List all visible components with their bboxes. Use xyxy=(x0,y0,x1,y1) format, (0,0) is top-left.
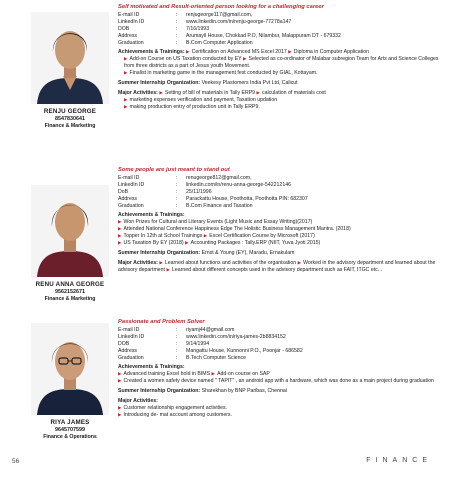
bullet-arrow-icon: ▶ xyxy=(118,233,122,239)
profile-details xyxy=(118,4,440,111)
profile-phone: 8547830641 xyxy=(55,116,85,122)
profile-name: RIYA JAMES xyxy=(50,419,90,426)
bullet-arrow-icon: ▶ xyxy=(185,240,189,246)
graduation-value: B.Com Computer Application xyxy=(186,39,253,46)
achievements-section xyxy=(118,49,440,77)
graduation-label: Graduation xyxy=(118,39,144,46)
linkedin-row xyxy=(118,334,440,341)
linkedin-row xyxy=(118,182,440,189)
address-row xyxy=(118,33,440,40)
activity-item: Introducing de- mat account among customers. xyxy=(123,411,232,418)
achievement-item: Accounting Packages : Tally.ERP (NIIT, Yuva Jyoti 2015) xyxy=(190,240,321,247)
bullet-arrow-icon: ▶ xyxy=(243,56,247,62)
major-activities-section xyxy=(118,398,440,419)
page-number: 56 xyxy=(12,458,20,465)
address-value: Arumayil House, Chokkad P.O, Nilambur, Malappuram DT - 679332 xyxy=(186,32,341,39)
activity-item: Setting of bill of materials in Tally ERP9 xyxy=(164,89,256,96)
major-activities-label: Major Activities: xyxy=(118,398,158,405)
linkedin-row xyxy=(118,19,440,26)
linkedin-value: www.linkedin.com/in/riya-james-2b8834152 xyxy=(186,333,286,340)
achievement-item: Excel Certification Course by Microsoft (2017) xyxy=(209,233,315,240)
dob-label: DoB xyxy=(118,188,129,195)
graduation-row xyxy=(118,203,440,210)
achievement-item: US Taxation By EY (2018) xyxy=(123,240,184,247)
achievement-item: Advanced training Excel hold in BIMS xyxy=(123,371,211,378)
bullet-arrow-icon: ▶ xyxy=(118,404,122,410)
activity-item: Learned about functions and activities of the organisation xyxy=(164,259,297,266)
achievement-item: Add-on course on SAP xyxy=(217,371,270,378)
achievement-item: Certification on Advanced MS Excel 2017 xyxy=(191,49,287,56)
bullet-arrow-icon: ▶ xyxy=(118,378,122,384)
address-label: Address xyxy=(118,347,138,354)
activity-item: Learned about different concepts used in the advisory department such as FAIT, ITGC etc... xyxy=(172,266,383,273)
separator: : xyxy=(176,39,178,46)
profile-photo xyxy=(31,185,109,277)
graduation-value: B.Tech Computer Science xyxy=(186,354,246,361)
graduation-value: B.Com Finance and Taxation xyxy=(186,202,253,209)
separator: : xyxy=(176,18,178,25)
separator: : xyxy=(176,25,178,32)
address-label: Address xyxy=(118,32,138,39)
section-title: FINANCE xyxy=(366,457,432,464)
bullet-arrow-icon: ▶ xyxy=(124,70,128,76)
profile-photo xyxy=(31,12,109,104)
achievement-item: Selected as co-ordinator of Malabar subregion Team for Arts and Science Colleges from three districts as a part of Jesus youth Movement. xyxy=(124,56,439,70)
major-activities-label: Major Activities: xyxy=(118,259,158,266)
major-activities-section xyxy=(118,260,440,274)
email-row xyxy=(118,175,440,182)
email-row xyxy=(118,12,440,19)
email-label: E-mail ID xyxy=(118,326,140,333)
achievements-label: Achievements & Trainings: xyxy=(118,364,185,371)
bullet-arrow-icon: ▶ xyxy=(288,49,292,55)
internship-label: Summer Internship Organization: xyxy=(118,249,201,256)
internship-value: Ernst & Young (EY), Maradu, Ernakulam xyxy=(201,249,295,256)
graduation-row xyxy=(118,40,440,47)
bullet-arrow-icon: ▶ xyxy=(118,411,122,417)
achievements-section xyxy=(118,364,440,385)
activity-item: Customer relationship engagement activities. xyxy=(123,404,228,411)
achievement-item: Created a women safety device named " TAPIT" , an android app with a hardware, which was done as a main project during graduation xyxy=(123,378,434,385)
achievements-label: Achievements & Trainings: xyxy=(118,212,185,219)
address-value: Parackattu House, Poothotta, Poothotta PIN: 682307 xyxy=(186,195,308,202)
separator: : xyxy=(176,333,178,340)
dob-row xyxy=(118,189,440,196)
major-activities-label: Major Activities: xyxy=(118,89,158,96)
internship-value: Sharekhan by BNP Paribas, Chennai xyxy=(201,388,287,395)
bullet-arrow-icon: ▶ xyxy=(124,96,128,102)
bullet-arrow-icon: ▶ xyxy=(118,371,122,377)
profile-card xyxy=(0,167,450,317)
bullet-arrow-icon: ▶ xyxy=(203,233,208,239)
internship-row xyxy=(118,80,440,87)
separator: : xyxy=(176,188,178,195)
achievement-item: Diploma in Computer Application xyxy=(293,49,370,56)
linkedin-label: LinkedIn ID xyxy=(118,333,145,340)
bullet-arrow-icon: ▶ xyxy=(159,89,163,95)
graduation-row xyxy=(118,355,440,362)
profile-identity xyxy=(26,185,114,302)
bullet-arrow-icon: ▶ xyxy=(159,259,163,265)
profile-tagline: Passionate and Problem Solver xyxy=(118,319,205,325)
linkedin-label: LinkedIn ID xyxy=(118,181,145,188)
profile-card xyxy=(0,4,450,164)
dob-value: 9/14/1994 xyxy=(186,340,210,347)
separator: : xyxy=(176,354,178,361)
separator: : xyxy=(176,326,178,333)
profile-identity xyxy=(26,323,114,440)
address-row xyxy=(118,348,440,355)
separator: : xyxy=(176,181,178,188)
address-row xyxy=(118,196,440,203)
email-value: renjugeorge117@gmail.com, xyxy=(186,11,253,18)
separator: : xyxy=(176,202,178,209)
internship-row xyxy=(118,250,440,257)
bullet-arrow-icon: ▶ xyxy=(118,219,122,225)
bullet-arrow-icon: ▶ xyxy=(118,226,122,232)
graduation-label: Graduation xyxy=(118,202,144,209)
separator: : xyxy=(176,347,178,354)
activity-item: marketing expenses verification and payment, Taxation updation xyxy=(129,96,278,103)
profile-name: RENJU GEORGE xyxy=(43,108,97,115)
linkedin-value: www.linkedin.com/in/renju-george-77278a147 xyxy=(186,18,292,25)
profile-department: Finance & Marketing xyxy=(44,123,96,129)
email-value: riyamj44@gmail.com xyxy=(186,326,235,333)
address-value: Mangattu House, Kunnonni P.O., Poonjar - 686582 xyxy=(186,347,303,354)
bullet-arrow-icon: ▶ xyxy=(211,371,216,377)
dob-row xyxy=(118,26,440,33)
profile-department: Finance & Operations xyxy=(43,434,97,440)
profile-photo xyxy=(31,323,109,415)
email-label: E-mail ID xyxy=(118,174,140,181)
separator: : xyxy=(176,195,178,202)
dob-label: DOB xyxy=(118,25,130,32)
profile-details xyxy=(118,319,440,419)
email-value: renugeorge812@gmail.com, xyxy=(186,174,252,181)
graduation-label: Graduation xyxy=(118,354,144,361)
profile-identity xyxy=(26,12,114,129)
activity-item: calculation of materials cost xyxy=(262,89,326,96)
profile-tagline: Some people are just meant to stand out xyxy=(118,167,230,173)
linkedin-label: LinkedIn ID xyxy=(118,18,145,25)
bullet-arrow-icon: ▶ xyxy=(124,56,128,62)
bullet-arrow-icon: ▶ xyxy=(124,103,128,109)
separator: : xyxy=(176,340,178,347)
major-activities-section xyxy=(118,90,440,111)
profile-phone: 9645707599 xyxy=(55,427,85,433)
email-label: E-mail ID xyxy=(118,11,140,18)
achievement-item: Topper In 12th at School Trainings xyxy=(123,233,203,240)
achievements-section xyxy=(118,212,440,247)
profile-phone: 9562152671 xyxy=(55,289,85,295)
bullet-arrow-icon: ▶ xyxy=(256,89,261,95)
linkedin-value: linkedin.com/in/renu-anna-george-542212146 xyxy=(186,181,291,188)
bullet-arrow-icon: ▶ xyxy=(297,259,302,265)
bullet-arrow-icon: ▶ xyxy=(166,266,170,272)
separator: : xyxy=(176,11,178,18)
address-label: Address xyxy=(118,195,138,202)
internship-label: Summer Internship Organization: xyxy=(118,388,201,395)
separator: : xyxy=(176,174,178,181)
achievement-item: Finalist in marketing game in the management fest conducted by GIAL, Kottayam. xyxy=(129,70,318,77)
achievement-item: Won Prizes for Cultural and Literary Events (Light Music and Essay Writing)(2017) xyxy=(123,219,313,226)
internship-value: Veekesy Plastomers India Pvt Ltd, Calicut xyxy=(201,80,298,87)
profile-card xyxy=(0,319,450,459)
profile-department: Finance & Marketing xyxy=(44,296,96,302)
profile-tagline: Self motivated and Result-oriented person looking for a challenging career xyxy=(118,4,324,10)
achievement-item: Add-on Course on US Taxation conducted by EY xyxy=(129,56,242,63)
dob-value: 25/11/1996 xyxy=(186,188,212,195)
profile-name: RENU ANNA GEORGE xyxy=(35,281,105,288)
email-row xyxy=(118,327,440,334)
profile-details xyxy=(118,167,440,274)
achievements-label: Achievements & Trainings: xyxy=(118,49,185,56)
activity-item: making production entry of production unit in Tally ERP9. xyxy=(129,103,260,110)
dob-label: DOB xyxy=(118,340,130,347)
separator: : xyxy=(176,32,178,39)
dob-row xyxy=(118,341,440,348)
internship-label: Summer Internship Organization: xyxy=(118,80,201,87)
achievement-item: Attended National Conference Happiness Edge The Holistic Business Management Mantra. (2018) xyxy=(123,226,351,233)
activity-item: Worked in the advisory department and learned about the advisory department xyxy=(118,259,436,273)
internship-row xyxy=(118,388,440,395)
dob-value: 7/16/1993 xyxy=(186,25,210,32)
bullet-arrow-icon: ▶ xyxy=(186,49,190,55)
bullet-arrow-icon: ▶ xyxy=(118,240,122,246)
